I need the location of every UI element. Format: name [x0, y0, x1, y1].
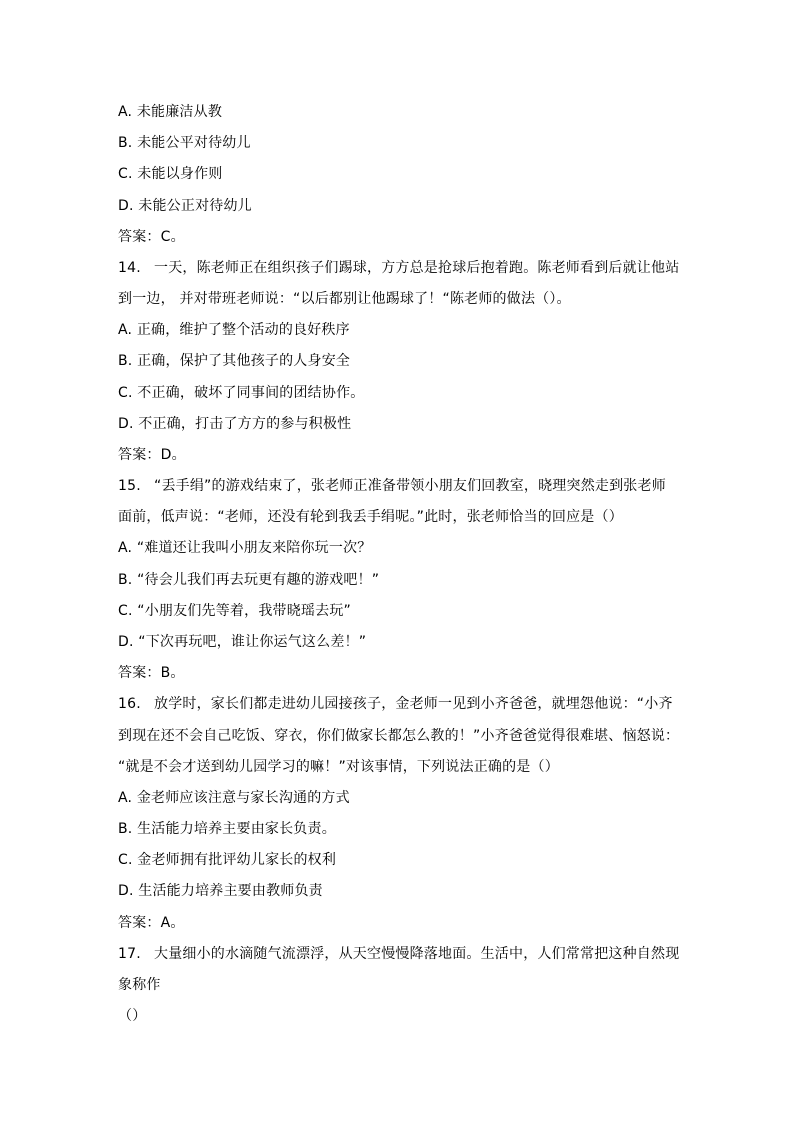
- q14-answer: 答案：D。: [118, 447, 186, 463]
- q17-stem-line-2: 象称作: [118, 977, 161, 993]
- q15-stem-line-1: [118, 477, 694, 495]
- q15-answer: 答案：B。: [118, 665, 185, 681]
- q14-option-d: D. 不正确，打击了方方的参与积极性: [118, 416, 352, 432]
- q15-option-c: C. “小朋友们先等着，我带晓瑶去玩”: [118, 603, 351, 619]
- q15-option-d: D. “下次再玩吧，谁让你运气这么差！”: [118, 634, 367, 650]
- q13-answer: 答案：C。: [118, 229, 185, 245]
- q14-option-a: A. 正确，维护了整个活动的良好秩序: [118, 322, 350, 338]
- q13-option-a: A. 未能廉洁从教: [118, 104, 223, 120]
- q16-option-b: B. 生活能力培养主要由家长负责。: [118, 821, 336, 837]
- q16-option-c: C. 金老师拥有批评幼儿家长的权利: [118, 852, 337, 868]
- q16-option-d: D. 生活能力培养主要由教师负责: [118, 883, 323, 899]
- q13-option-b: B. 未能公平对待幼儿: [118, 135, 251, 151]
- q16-stem-text-1: 放学时，家长们都走进幼儿园接孩子，金老师一见到小齐爸爸，就埋怨他说：“小齐: [154, 696, 673, 712]
- q16-option-a: A. 金老师应该注意与家长沟通的方式: [118, 790, 350, 806]
- q17-stem-line-1: [118, 945, 694, 963]
- q16-stem-line-1: [118, 695, 694, 713]
- q14-stem-line-2: 到一边， 并对带班老师说：“以后都别让他踢球了！“陈老师的做法（）。: [118, 291, 571, 307]
- q17-stem-line-3: （）: [118, 1008, 147, 1024]
- q17-number: 17.: [118, 946, 141, 962]
- q15-option-b: B. “待会儿我们再去玩更有趣的游戏吧！”: [118, 572, 380, 588]
- q17-stem-text-1: 大量细小的水滴随气流漂浮，从天空慢慢降落地面。生活中，人们常常把这种自然现: [154, 946, 680, 962]
- q13-option-c: C. 未能以身作则: [118, 166, 223, 182]
- q14-number: 14.: [118, 260, 141, 276]
- q14-stem-text-1: 一天，陈老师正在组织孩子们踢球，方方总是抢球后抱着跑。陈老师看到后就让他站: [154, 260, 680, 276]
- q15-stem-line-2: 面前，低声说：“老师，还没有轮到我丢手绢呢。”此时，张老师恰当的回应是（）: [118, 509, 623, 525]
- q16-answer: 答案：A。: [118, 915, 185, 931]
- q14-option-b: B. 正确，保护了其他孩子的人身安全: [118, 353, 351, 369]
- q14-option-c: C. 不正确，破坏了同事间的团结协作。: [118, 385, 365, 401]
- q15-option-a: A. “难道还让我叫小朋友来陪你玩一次？: [118, 540, 372, 556]
- q16-stem-line-3: “就是不会才送到幼儿园学习的嘛！”对该事情，下列说法正确的是（）: [118, 759, 559, 775]
- q14-stem-line-1: [118, 259, 694, 277]
- q15-number: 15.: [118, 478, 141, 494]
- q13-option-d: D. 未能公正对待幼儿: [118, 198, 252, 214]
- q15-stem-text-1: “丢手绢”的游戏结束了，张老师正准备带领小朋友们回教室，晓理突然走到张老师: [154, 478, 666, 494]
- q16-number: 16.: [118, 696, 141, 712]
- q16-stem-line-2: 到现在还不会自己吃饭、穿衣，你们做家长都怎么教的！”小齐爸爸觉得很难堪、恼怒说：: [118, 728, 680, 744]
